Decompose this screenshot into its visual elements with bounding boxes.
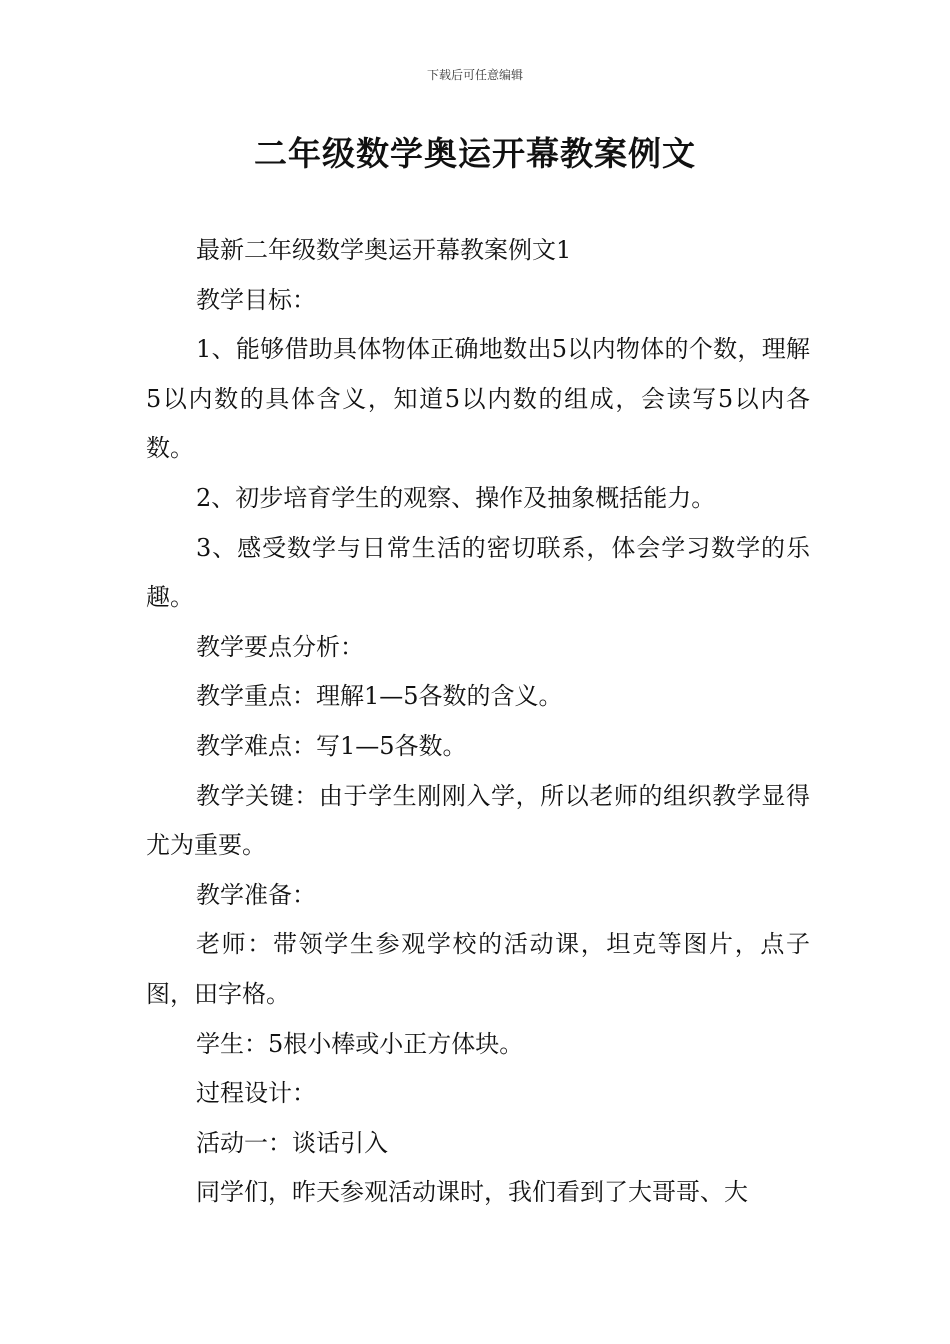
paragraph-objective-3: 3、感受数学与日常生活的密切联系，体会学习数学的乐趣。 (146, 533, 810, 612)
paragraph-key-point: 教学重点：理解1—5各数的含义。 (196, 682, 563, 711)
page-title: 二年级数学奥运开幕教案例文 (254, 134, 696, 173)
paragraph-preparation-heading: 教学准备： (196, 880, 316, 909)
paragraph-teacher-prep: 老师：带领学生参观学校的活动课，坦克等图片，点子图，田字格。 (146, 930, 810, 1008)
paragraph-student-prep: 学生：5根小棒或小正方体块。 (196, 1029, 524, 1058)
paragraph-objectives-heading: 教学目标： (196, 285, 316, 314)
paragraph-objective-1: 1、能够借助具体物体正确地数出5以内物体的个数，理解5以内数的具体含义，知道5以内数的组成，会读写5以内各数。 (146, 335, 810, 463)
paragraph-process-heading: 过程设计： (196, 1079, 316, 1108)
paragraph-subtitle: 最新二年级数学奥运开幕教案例文1 (196, 236, 572, 264)
paragraph-objective-2: 2、初步培育学生的观察、操作及抽象概括能力。 (196, 483, 716, 512)
paragraph-activity-1-text: 同学们，昨天参观活动课时，我们看到了大哥哥、大 (196, 1178, 748, 1207)
document-body (146, 226, 810, 1218)
paragraph-analysis-heading: 教学要点分析： (196, 632, 364, 661)
paragraph-difficult-point: 教学难点：写1—5各数。 (196, 731, 467, 760)
paragraph-key-factor: 教学关键：由于学生刚刚入学，所以老师的组织教学显得尤为重要。 (146, 781, 810, 860)
paragraph-activity-1: 活动一：谈话引入 (196, 1128, 388, 1157)
header-note: 下载后可任意编辑 (426, 68, 523, 82)
